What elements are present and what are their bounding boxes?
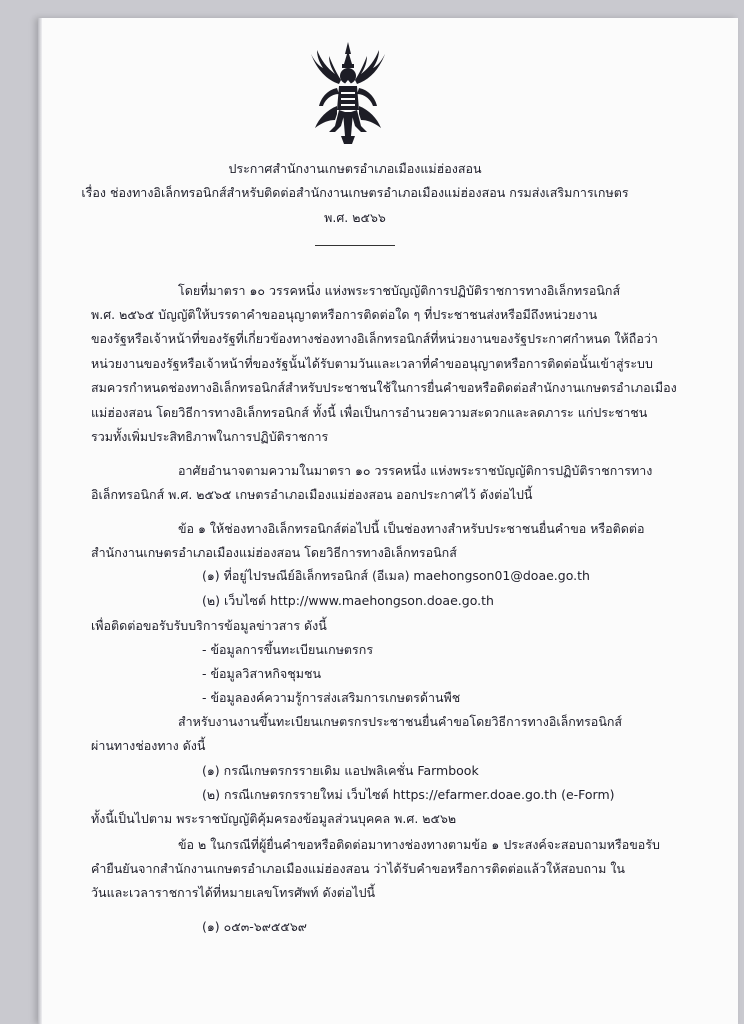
header-line-3: พ.ศ. ๒๕๖๖ <box>324 210 386 225</box>
service-item-1: - ข้อมูลการขึ้นทะเบียนเกษตรกร <box>202 642 374 657</box>
phone-number: (๑) ๐๕๓-๖๙๕๕๖๙ <box>202 919 307 934</box>
header-divider <box>315 245 395 246</box>
service-item-2: - ข้อมูลวิสาหกิจชุมชน <box>202 666 321 681</box>
registration-item-2: (๒) กรณีเกษตรกรรายใหม่ เว็บไซต์ https://efarmer.doae.go.th (e-Form) <box>202 787 615 802</box>
registration-line-1: สำหรับงานงานขึ้นทะเบียนเกษตรกรประชาชนยื่นคำขอโดยวิธีการทางอิเล็กทรอนิกส์ <box>178 714 623 729</box>
clause-1-line-2: สำนักงานเกษตรอำเภอเมืองแม่ฮ่องสอน โดยวิธีการทางอิเล็กทรอนิกส์ <box>91 545 457 560</box>
clause-2-line-2: คำยืนยันจากสำนักงานเกษตรอำเภอเมืองแม่ฮ่องสอน ว่าได้รับคำขอหรือการติดต่อแล้วให้สอบถาม ใน <box>91 861 625 876</box>
document-page <box>38 18 738 1024</box>
paragraph-2-line-2: อิเล็กทรอนิกส์ พ.ศ. ๒๕๖๕ เกษตรอำเภอเมืองแม่ฮ่องสอน ออกประกาศไว้ ดังต่อไปนี้ <box>91 487 533 502</box>
channel-website: (๒) เว็บไซต์ http://www.maehongson.doae.go.th <box>202 593 494 608</box>
clause-2-line-3: วันและเวลาราชการได้ที่หมายเลขโทรศัพท์ ดังต่อไปนี้ <box>91 885 376 900</box>
services-intro: เพื่อติดต่อขอรับรับบริการข้อมูลข่าวสาร ดังนี้ <box>91 618 327 633</box>
paragraph-1-line-2: พ.ศ. ๒๕๖๕ บัญญัติให้บรรดาคำขออนุญาตหรือการติดต่อใด ๆ ที่ประชาชนส่งหรือมีถึงหน่วยงาน <box>91 307 598 322</box>
paragraph-1-line-3: ของรัฐหรือเจ้าหน้าที่ของรัฐที่เกี่ยวข้องทางช่องทางอิเล็กทรอนิกส์ที่หน่วยงานของรัฐประกาศกำหนด ให้ถือว่า <box>91 331 658 346</box>
paragraph-1-line-1: โดยที่มาตรา ๑๐ วรรคหนึ่ง แห่งพระราชบัญญัติการปฏิบัติราชการทางอิเล็กทรอนิกส์ <box>178 283 621 298</box>
paragraph-1-line-5: สมควรกำหนดช่องทางอิเล็กทรอนิกส์สำหรับประชาชนใช้ในการยื่นคำขอหรือติดต่อสำนักงานเกษตรอำเภอเมือง <box>91 380 677 395</box>
clause-2-line-1: ข้อ ๒ ในกรณีที่ผู้ยื่นคำขอหรือติดต่อมาทางช่องทางตามข้อ ๑ ประสงค์จะสอบถามหรือขอรับ <box>178 837 660 852</box>
paragraph-2-line-1: อาศัยอำนาจตามความในมาตรา ๑๐ วรรคหนึ่ง แห่งพระราชบัญญัติการปฏิบัติราชการทาง <box>178 463 653 478</box>
registration-line-2: ผ่านทางช่องทาง ดังนี้ <box>91 738 206 753</box>
header-line-1: ประกาศสำนักงานเกษตรอำเภอเมืองแม่ฮ่องสอน <box>228 161 482 176</box>
registration-item-1: (๑) กรณีเกษตรกรรายเดิม แอปพลิเคชั่น Farmbook <box>202 763 479 778</box>
service-item-3: - ข้อมูลองค์ความรู้การส่งเสริมการเกษตรด้านพืช <box>202 690 461 705</box>
paragraph-1-line-7: รวมทั้งเพิ่มประสิทธิภาพในการปฏิบัติราชการ <box>91 429 329 444</box>
pdpa-note: ทั้งนี้เป็นไปตาม พระราชบัญญัติคุ้มครองข้อมูลส่วนบุคคล พ.ศ. ๒๕๖๒ <box>91 811 457 826</box>
channel-email: (๑) ที่อยู่ไปรษณีย์อิเล็กทรอนิกส์ (อีเมล) maehongson01@doae.go.th <box>202 568 590 583</box>
clause-1-line-1: ข้อ ๑ ให้ช่องทางอิเล็กทรอนิกส์ต่อไปนี้ เป็นช่องทางสำหรับประชาชนยื่นคำขอ หรือติดต่อ <box>178 521 645 536</box>
paragraph-1-line-4: หน่วยงานของรัฐหรือเจ้าหน้าที่ของรัฐนั้นได้รับตามวันและเวลาที่คำขออนุญาตหรือการติดต่อนั้นเข้าสู่ระบบ <box>91 356 653 371</box>
garuda-emblem-icon <box>305 40 391 146</box>
paragraph-1-line-6: แม่ฮ่องสอน โดยวิธีการทางอิเล็กทรอนิกส์ ทั้งนี้ เพื่อเป็นการอำนวยความสะดวกและลดภาระ แก่ประชาชน <box>91 405 648 420</box>
header-line-2: เรื่อง ช่องทางอิเล็กทรอนิกส์สำหรับติดต่อสำนักงานเกษตรอำเภอเมืองแม่ฮ่องสอน กรมส่งเสริมการเกษตร <box>81 185 629 200</box>
